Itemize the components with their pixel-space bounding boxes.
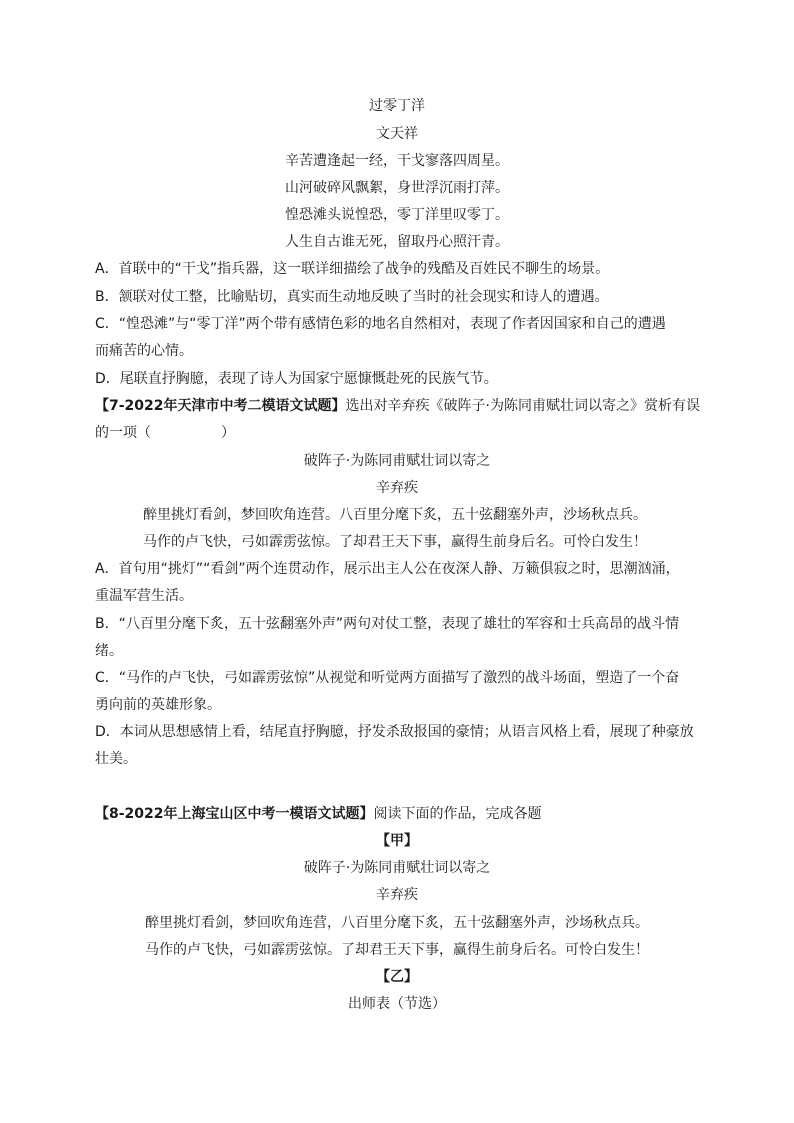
question-text: 阅读下面的作品，完成各题 xyxy=(373,806,542,822)
option-c: C．“马作的卢飞快，弓如霹雳弦惊”从视觉和听觉两方面描写了激烈的战斗场面，塑造了一个奋 xyxy=(95,670,680,686)
option-d: D．尾联直抒胸臆，表现了诗人为国家宁愿慷慨赴死的民族气节。 xyxy=(95,371,498,387)
question-source-tag: 【7-2022年天津市中考二模语文试题】 xyxy=(95,398,346,414)
poem-title: 破阵子·为陈同甫赋壮词以寄之 xyxy=(303,453,491,469)
question-text-continued: 的一项（ ） xyxy=(95,425,235,441)
poem-line: 惶恐滩头说惶恐，零丁洋里叹零丁。 xyxy=(285,207,509,223)
question-source-tag: 【8-2022年上海宝山区中考一模语文试题】 xyxy=(95,806,374,822)
poem-title: 过零丁洋 xyxy=(369,98,425,114)
question-text: 选出对辛弃疾《破阵子·为陈同甫赋壮词以寄之》赏析有误 xyxy=(345,398,700,414)
option-b: B．“八百里分麾下炙，五十弦翻塞外声”两句对仗工整，表现了雄壮的军容和士兵高昂的战斗情 xyxy=(95,616,680,632)
poem-line: 人生自古谁无死，留取丹心照汗青。 xyxy=(285,234,509,250)
question-stem xyxy=(95,804,542,824)
option-c-continued: 而痛苦的心情。 xyxy=(95,343,193,359)
section-label-jia: 【甲】 xyxy=(376,833,418,849)
option-c: C．“惶恐滩”与“零丁洋”两个带有感情色彩的地名自然相对，表现了作者因国家和自己的遭遇 xyxy=(95,316,666,332)
poem-author: 辛弃疾 xyxy=(376,887,418,903)
option-a-continued: 重温军营生活。 xyxy=(95,588,193,604)
option-d-continued: 壮美。 xyxy=(95,751,137,767)
poem-line: 辛苦遭逢起一经，干戈寥落四周星。 xyxy=(285,153,509,169)
option-d: D．本词从思想感情上看，结尾直抒胸臆，抒发杀敌报国的豪情；从语言风格上看，展现了种豪放 xyxy=(95,724,694,740)
poem-title: 破阵子·为陈同甫赋壮词以寄之 xyxy=(303,860,491,876)
poem-author: 文天祥 xyxy=(376,126,418,142)
poem-line: 马作的卢飞快，弓如霹雳弦惊。了却君王天下事，赢得生前身后名。可怜白发生！ xyxy=(143,534,647,550)
prose-title: 出师表（节选） xyxy=(348,996,446,1012)
option-c-continued: 勇向前的英雄形象。 xyxy=(95,697,221,713)
option-b-continued: 绪。 xyxy=(95,643,123,659)
poem-line: 醉里挑灯看剑，梦回吹角连营。八百里分麾下炙，五十弦翻塞外声，沙场秋点兵。 xyxy=(143,507,647,523)
option-a: A．首联中的“干戈”指兵器，这一联详细描绘了战争的残酷及百姓民不聊生的场景。 xyxy=(95,261,610,277)
poem-line: 马作的卢飞快，弓如霹雳弦惊。了却君王天下事，赢得生前身后名。可怜白发生！ xyxy=(145,942,649,958)
poem-line: 山河破碎风飘絮，身世浮沉雨打萍。 xyxy=(285,180,509,196)
option-b: B．颔联对仗工整，比喻贴切，真实而生动地反映了当时的社会现实和诗人的遭遇。 xyxy=(95,289,609,305)
question-stem xyxy=(95,396,700,416)
poem-line: 醉里挑灯看剑，梦回吹角连营，八百里分麾下炙，五十弦翻塞外声，沙场秋点兵。 xyxy=(145,915,649,931)
option-a: A．首句用“挑灯”“看剑”两个连贯动作，展示出主人公在夜深人静、万籁俱寂之时，思潮汹涌， xyxy=(95,561,680,577)
poem-author: 辛弃疾 xyxy=(376,480,418,496)
section-label-yi: 【乙】 xyxy=(376,969,418,985)
